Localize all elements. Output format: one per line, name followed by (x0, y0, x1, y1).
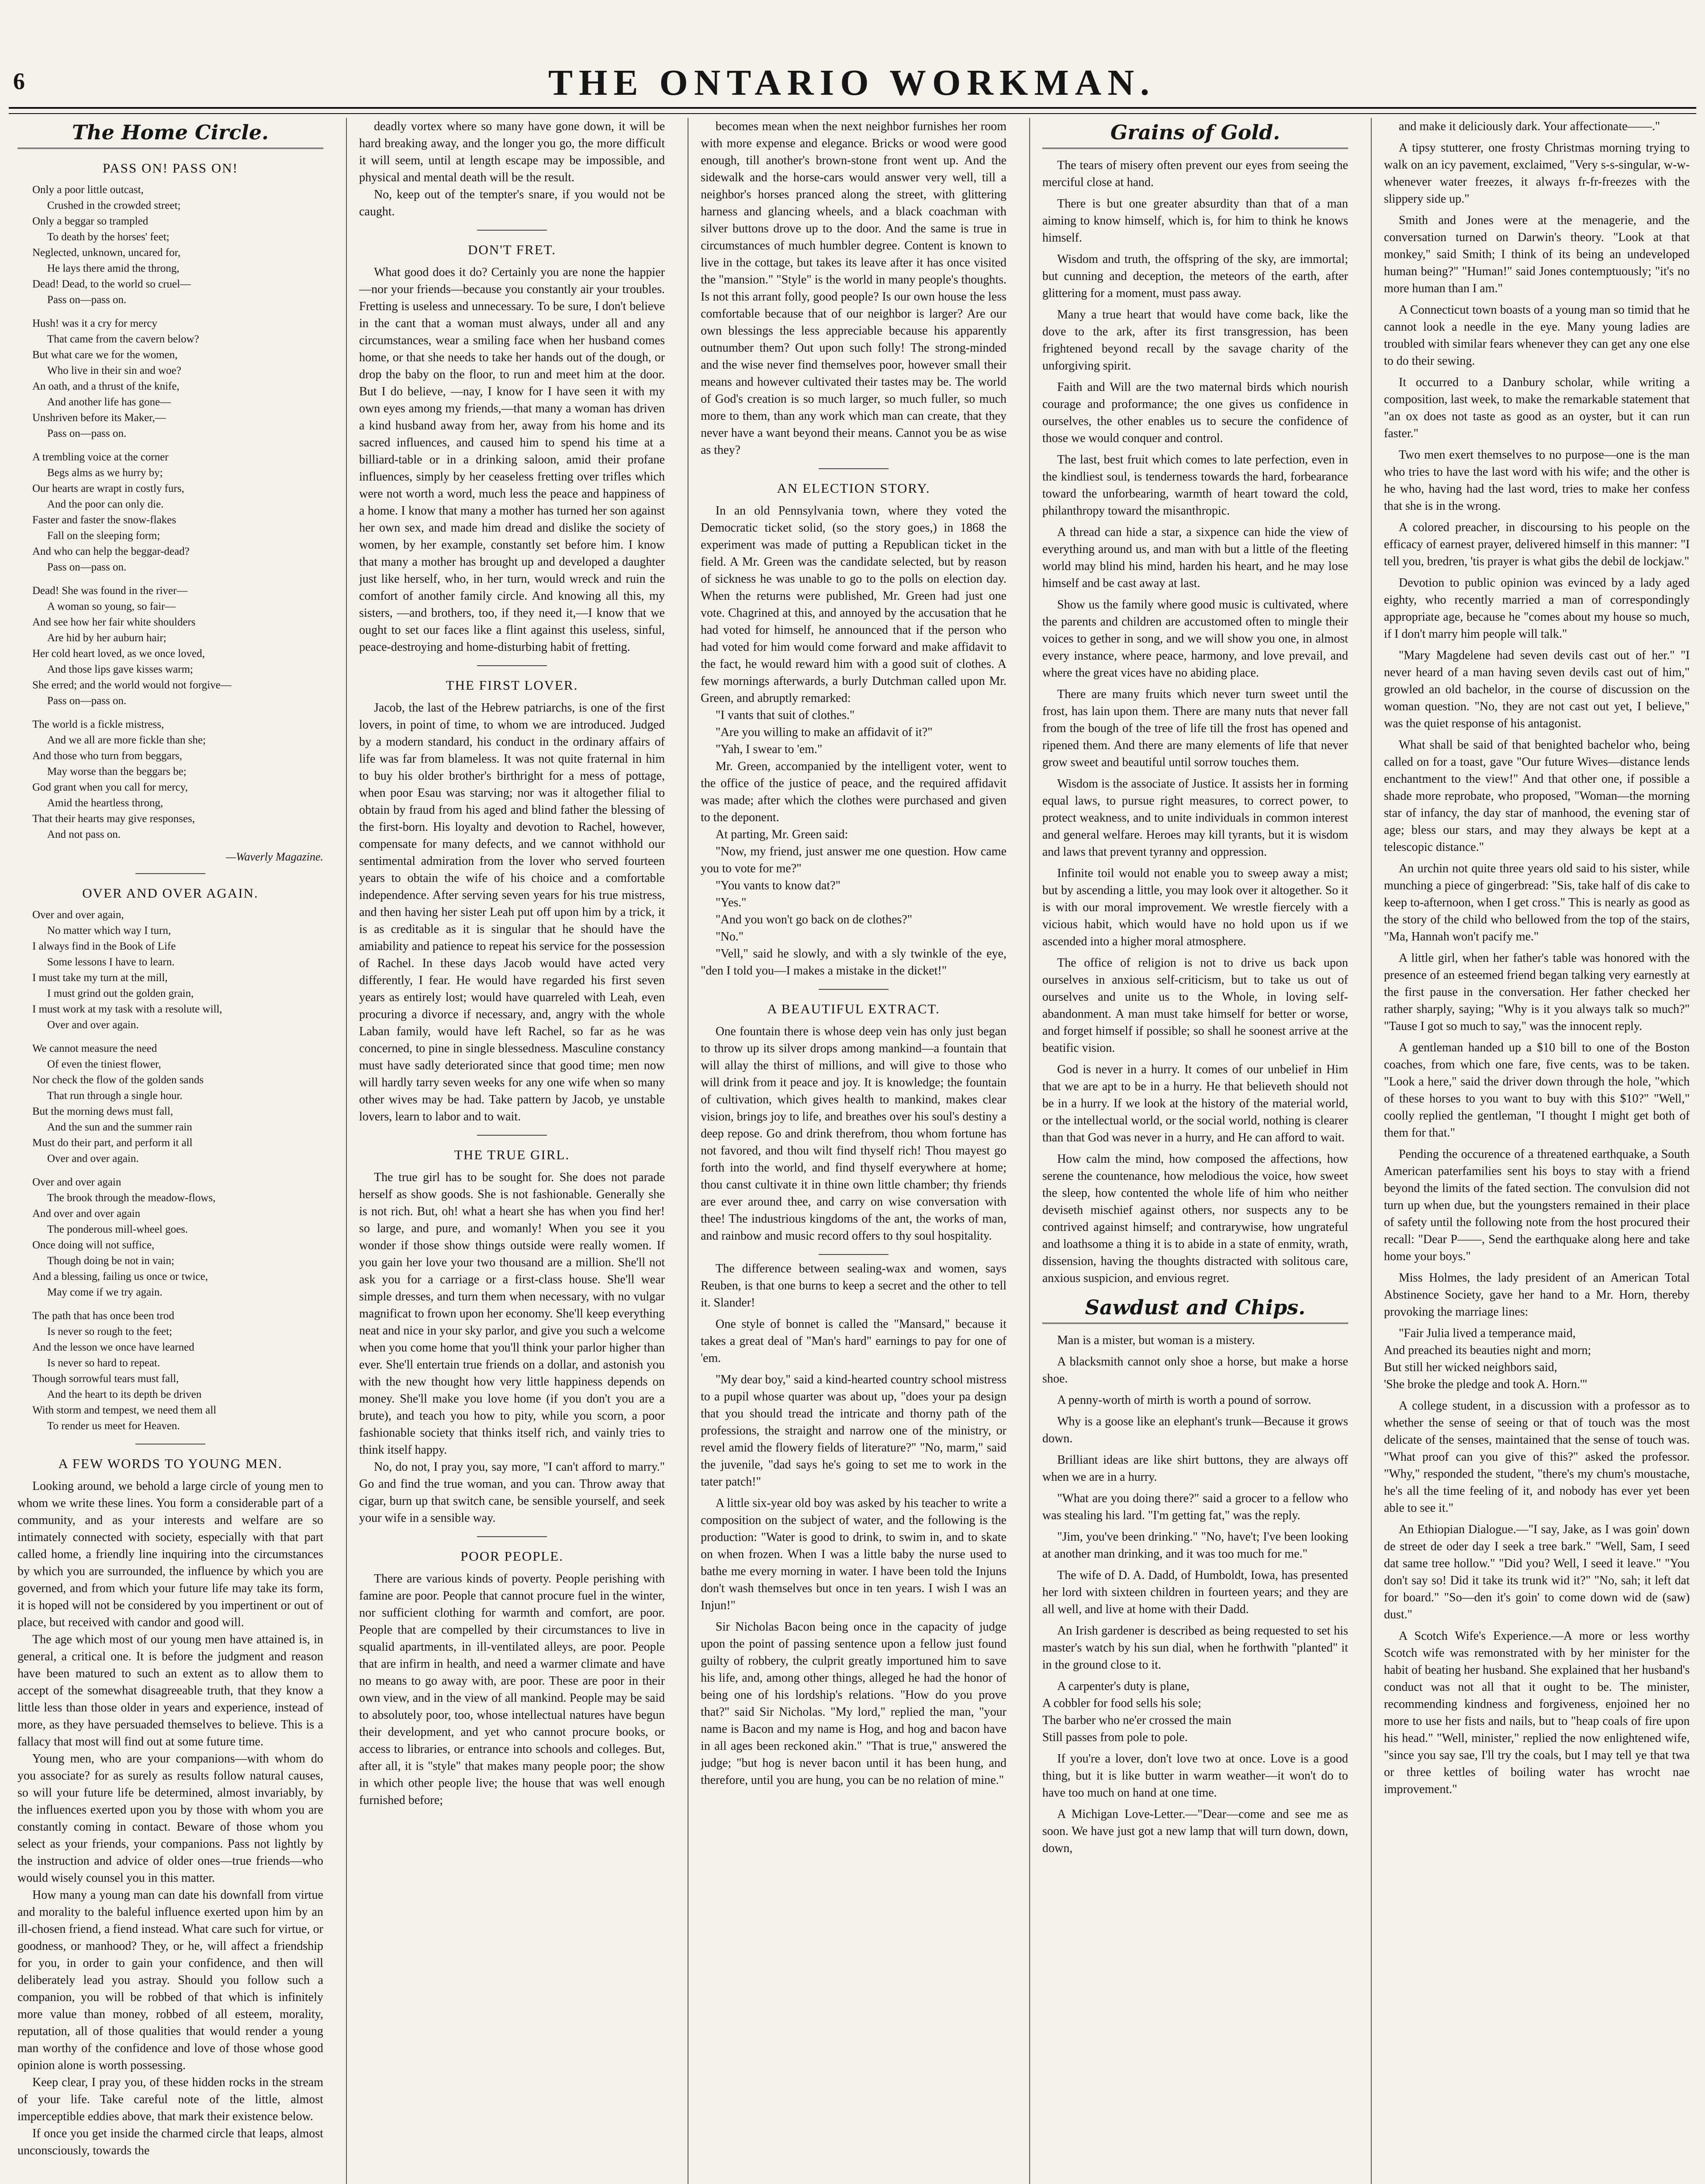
poem-line: I must grind out the golden grain, (47, 988, 194, 999)
paragraph: If once you get inside the charmed circle that leaps, almost unconsciously, towards the (17, 2127, 323, 2157)
paragraph-item: Many a true heart that would have come back, like the dove to the ark, after its first transgression, has been frightened beyond recall by the savage charity of the unforgiving spirit. (1042, 308, 1348, 373)
poem-line: The world is a fickle mistress, (32, 719, 164, 730)
sawdust-chips-header: Sawdust and Chips. (1042, 1296, 1348, 1324)
poem-line: Are hid by her auburn hair; (47, 632, 166, 644)
poem-line: Dead! Dead, to the world so cruel— (32, 278, 191, 290)
article-body (359, 699, 665, 1125)
paragraph-item: A little girl, when her father's table was honored with the presence of an esteemed friend began talking very earnestly at the first pause in the conversation. Her father checked her rather sharply, saying; "Why is it you always talk so much?" "Tause I got so much to say," was the innocent reply. (1384, 951, 1690, 1033)
section-rule (477, 1135, 547, 1136)
home-circle-header: The Home Circle. (17, 121, 323, 149)
paragraph-item: Infinite toil would not enable you to sweep away a mist; but by ascending a little, you may look over it altogether. So it is with our moral improvement. We wrestle fiercely with a vicious habit, which would have no hold upon us if we ascended into a higher moral atmosphere. (1042, 867, 1348, 948)
poem-line: Fall on the sleeping form; (47, 530, 160, 542)
poem-line: Though sorrowful tears must fall, (32, 1373, 179, 1385)
paragraph-item: How calm the mind, how composed the affections, how serene the countenance, how melodious the voice, how sweet the sleep, how contented the whole life of him who neither deviseth mischief against others, nor suspects any to be contrived against himself; and contrarywise, how ungrateful and loathsome a thing it is to abide in a state of enmity, wrath, dissension, having the thoughts distracted with solitous care, anxious suspicion, and envious regret. (1042, 1152, 1348, 1285)
poem-stanza (32, 316, 323, 442)
poem-pass-on (32, 182, 323, 843)
poem-attribution: —Waverly Magazine. (226, 850, 323, 863)
poem-line: Must do their part, and perform it all (32, 1137, 193, 1149)
poem-line: That came from the cavern below? (47, 333, 199, 345)
poem-line: Pass on—pass on. (47, 695, 127, 707)
poem-line: Pass on—pass on. (47, 428, 127, 439)
poem-line: Over and over again. (47, 1153, 139, 1165)
poem-line: She erred; and the world would not forgive— (32, 679, 232, 691)
paragraph-item: It occurred to a Danbury scholar, while writing a composition, last week, to make the remarkable statement that "an ox does not taste as good as an oyster, but it can run faster." (1384, 376, 1690, 440)
paragraph: "No." (716, 930, 744, 943)
paragraph-item: God is never in a hurry. It comes of our unbelief in Him that we are apt to be in a hurry. He that believeth should not be in a hurry. If we look at the history of the material world, or the intellectual world, or the social world, nothing is clearer than that God was never in a hurry, and He can afford to wait. (1042, 1063, 1348, 1144)
paragraph-item: An urchin not quite three years old said to his sister, while munching a piece of gingerbread: "Sis, take half of dis cake to keep to-afternoon, when I get cross." This is nearly as good as the story of the child who bellowed from the top of the stairs, "Ma, Hannah won't pacify me." (1384, 862, 1690, 943)
section-rule (477, 230, 547, 231)
poem-line: The path that has once been trod (32, 1310, 174, 1322)
poem-line: Over and over again. (47, 1019, 139, 1031)
paragraph: deadly vortex where so many have gone down, it will be hard breaking away, and the longer you go, the more difficult it will seem, until at length escape may be impossible, and physical and mental death will be the result. (359, 120, 665, 184)
paragraph: No, keep out of the tempter's snare, if you would not be caught. (359, 188, 665, 218)
paragraph-item: A Scotch Wife's Experience.—A more or less worthy Scotch wife was remonstrated with by her minister for the habit of beating her husband. She explained that her husband's conduct was not all that it ought to be. The minister, recommending kindness and forgiveness, enjoined her no more to use her fists and nails, but to "heap coals of fire upon his head." "Well, minister," replied the now enlightened wife, "since you say sae, I'll try the coals, but I may tell ye that twa or three kettles of boiling water has wrocht nae improvement." (1384, 1629, 1690, 1796)
poem-line: And not pass on. (47, 829, 121, 840)
paragraph-item: A Connecticut town boasts of a young man so timid that he cannot look a needle in the eye. Many young ladies are troubled with similar fears whenever they can get any one else to do their sewing. (1384, 303, 1690, 368)
paragraph-item: A little six-year old boy was asked by his teacher to write a composition on the subject of water, and the following is the production: "Water is good to drink, to swim in, and to skate on when frozen. When I was a little baby the nurse used to bathe me every morning in water. I have been told the Injuns don't wash themselves but once in ten years. I wish I was an Injun!" (701, 1496, 1006, 1612)
paragraph-item: If you're a lover, don't love two at once. Love is a good thing, but it is like butter in warm weather—it won't do to have too much on hand at one time. (1042, 1752, 1348, 1800)
paragraph-item: Wisdom is the associate of Justice. It assists her in forming equal laws, to pursue right measures, to correct power, to protect weakness, and to unite individuals in common interest and general welfare. Heroes may kill tyrants, but it is wisdom and laws that prevent tyranny and oppression. (1042, 777, 1348, 859)
poem-line: Pass on—pass on. (47, 294, 127, 306)
column-2 (359, 118, 665, 2184)
article-title: THE FIRST LOVER. (446, 677, 578, 693)
poem-line: And the poor can only die. (47, 498, 164, 510)
paragraph-item: "Fair Julia lived a temperance maid, And preached its beauties night and morn; But still her wicked neighbors said, 'She broke the pledge and took A. Horn.'" (1384, 1327, 1591, 1391)
poem-line: Her cold heart loved, as we once loved, (32, 648, 205, 660)
poem-line: An oath, and a thrust of the knife, (32, 380, 180, 392)
paragraph-item: What shall be said of that benighted bachelor who, being called on for a toast, gave "Our future Wives—distance lends enchantment to the view!" And that other one, if possible a shade more reprobate, who proposed, "Woman—the morning star of infancy, the day star of manhood, the evening star of age; bless our stars, and may they always be kept at a telescopic distance." (1384, 738, 1690, 854)
poem-line: To death by the horses' feet; (47, 231, 169, 243)
paragraph: Jacob, the last of the Hebrew patriarchs, is one of the first lovers, in point of time, to whom we are introduced. Judged by a modern standard, his conduct in the ordinary affairs of life was far from blameless. It was not quite fraternal in him to buy his older brother's birthright for a mess of pottage, when poor Esau was starving; nor was it altogether filial to obtain by fraud from his aged and blind father the blessing of the first-born. His loyalty and devotion to Rachel, however, compensate for many defects, and we cannot withhold our sentimental admiration from the lover who served fourteen years to obtain the wife of his choice and a comfortable independence. After serving seven years for his true mistress, and then having her sister Leah put off upon him by a trick, it is as creditable as it is singular that he should have the amiability and patience to repeat his service for the possession of Rachel. In these days Jacob would have acted very differently, I fear. He would have regarded his first seven years as entirely lost; would have quarreled with Leah, even procuring a divorce if necessary, and, angry with the whole Laban family, would have left Rachel, so far as he was concerned, to pine in single blessedness. Masculine constancy must have sadly deteriorated since that good time; men now will hardly tarry seven weeks for any one wife when so many other wives may be had. Take pattern by Jacob, ye unstable lovers, learn to labor and to wait. (359, 701, 665, 1123)
article-body (701, 502, 1006, 979)
paragraph: "I vants that suit of clothes." (716, 708, 855, 722)
section-rule (477, 665, 547, 666)
section-rule (477, 1536, 547, 1537)
poem-stanza (32, 583, 323, 709)
paragraph: becomes mean when the next neighbor furnishes her room with more expense and elegance. Bricks or wood were good enough, till another's brown-stone front went up. And the sidewalk and the horse-cars would answer very well, till a neighbor's horses pranced along the street, with glittering harness and glancing wheels, and a black coachman with silver buttons drove up to the door. And the same is true in circumstances of much humbler degree. Content is known to live in the cottage, but takes its leave after it has once visited the "mansion." "Style" is the world in many people's thoughts. Is not this arrant folly, good people? Is our own house the less comfortable because that of our neighbor is larger? Are our own blessings the less appreciable because his apparently outnumber them? Out upon such folly! The strong-minded and the wise never find themselves poor, however small their means and however cultivated their tastes may be. The world of God's creation is so much larger, so much fuller, so much more to them, than any work which man can create, that they never have a want beyond their means. Cannot you be as wise as they? (701, 120, 1006, 457)
poem-line: May come if we try again. (47, 1286, 163, 1298)
poem-line: And another life has gone— (47, 396, 171, 408)
paragraph-item: and make it deliciously dark. Your affectionate——." (1399, 120, 1660, 133)
paragraph-item: The wife of D. A. Dadd, of Humboldt, Iowa, has presented her lord with sixteen children in fourteen years; and they are all well, and live at home with their Dadd. (1042, 1569, 1348, 1616)
paragraph-item: Two men exert themselves to no purpose—one is the man who tries to have the last word with his wife; and the other is he who, having had the last word, tries to make her confess that she is in the wrong. (1384, 448, 1690, 513)
poem-stanza (32, 449, 323, 575)
paragraph: At parting, Mr. Green said: (716, 828, 848, 841)
poem-line: Hush! was it a cry for mercy (32, 318, 158, 329)
paragraph-item: A carpenter's duty is plane, A cobbler for food sells his sole; The barber who ne'er crossed the main Still passes from pole to pole. (1042, 1679, 1231, 1744)
column-3 (701, 118, 1006, 2184)
poem-line: I must take my turn at the mill, (32, 972, 168, 984)
paragraph: "Yah, I swear to 'em." (716, 743, 823, 756)
paragraph: How many a young man can date his downfall from virtue and morality to the baleful influence exerted upon him by an ill-chosen friend, a fiend instead. What care such for virtue, or goodness, or manhood? They, or he, will affect a friendship for you, in order to gain your confidence, and then will deliberately lead you astray. Should you follow such a companion, you will be robbed of that which is infinitely more value than money, robbed of all esteem, morality, reputation, all of those qualities that would render a young man worthy of the confidence and love of those whose good opinion alone is worth possessing. (17, 1888, 323, 2072)
article-body (359, 1570, 665, 1809)
paragraph: Mr. Green, accompanied by the intelligent voter, went to the office of the justice of peace, and the required affidavit was made; after which the clothes were purchased and given to the deponent. (701, 760, 1006, 824)
article-title: AN ELECTION STORY. (777, 480, 930, 496)
column-divider (1371, 118, 1372, 2184)
poem-line: And who can help the beggar-dead? (32, 546, 190, 557)
poem-stanza (32, 1175, 323, 1300)
section-rule (819, 468, 889, 469)
poem-stanza (32, 1308, 323, 1434)
paragraph: Keep clear, I pray you, of these hidden rocks in the stream of your life. Take careful note of the little, almost imperceptible eddies above, that mark their existence below. (17, 2076, 323, 2123)
chips-continued (1384, 118, 1690, 1798)
paragraph-item: The tears of misery often prevent our eyes from seeing the merciful close at hand. (1042, 159, 1348, 189)
poem-line: Over and over again, (32, 909, 124, 921)
paragraph-item: A thread can hide a star, a sixpence can hide the view of everything around us, and man with but a little of the fleeting world may blind his mind, harden his heart, and he may lose himself and be cast away at last. (1042, 525, 1348, 590)
paragraph-item: A college student, in a discussion with a professor as to whether the sense of seeing or that of touch was the most delicate of the senses, maintained that the sense of touch was. "What proof can you give of this?" asked the professor. "Why," responded the student, "there's my chum's moustache, he's all the time feeling of it, and nobody has ever yet been able to see it." (1384, 1399, 1690, 1515)
poem-line: And over and over again (32, 1208, 141, 1220)
paragraph-item: A tipsy stutterer, one frosty Christmas morning trying to walk on an icy pavement, exclaimed, "Very s-s-singular, w-w-whenever water freezes, it always fr-fr-freezes with the slippery side up." (1384, 141, 1690, 206)
paragraph-item: Why is a goose like an elephant's trunk—Because it grows down. (1042, 1415, 1348, 1445)
paragraph-item: Miss Holmes, the lady president of an American Total Abstinence Society, gave her hand to a Mr. Horn, thereby provoking the marriage lines: (1384, 1271, 1690, 1319)
poem-line: God grant when you call for mercy, (32, 781, 188, 793)
paragraph: In an old Pennsylvania town, where they voted the Democratic ticket solid, (so the story goes,) in 1868 the experiment was made of putting a Republican ticket in the field. A Mr. Green was the candidate selected, but by reason of sickness he was unable to go to the polls on election day. When the returns were published, Mr. Green had just one vote. Chagrined at this, and annoyed by the accusation that he had voted for himself, he announced that if the person who had voted for him would come forward and make affidavit to the fact, he would reward him with a good suit of clothes. A few mornings afterwards, a burly Dutchman called upon Mr. Green, and abruptly remarked: (701, 504, 1006, 705)
paragraph-item: A colored preacher, in discoursing to his people on the efficacy of earnest prayer, delivered himself in this manner: "I tell you, bredren, 'tis prayer is what gibs the debil de lockjaw." (1384, 521, 1690, 568)
poem-line: Nor check the flow of the golden sands (32, 1074, 204, 1086)
paragraph-item: Show us the family where good music is cultivated, where the parents and children are accustomed often to mingle their voices to gether in song, and we will show you one, in almost every instance, where peace, harmony, and love prevail, and where the great vices have no abiding place. (1042, 598, 1348, 680)
columns (17, 118, 1691, 2184)
paragraph-item: An Ethiopian Dialogue.—"I say, Jake, as I was goin' down de street de oder day I seek a tree bark." "Well, Sam, I seed dat same tree hollow." "Did you? Well, I seed it leave." "You don't say so! Did it take its trunk wid it?" "No, sah; it left dat for board." "So—den it's goin' to come down wid de (saw) dust." (1384, 1523, 1690, 1621)
paragraph: The age which most of our young men have attained is, in general, a critical one. It is before the judgment and reason have been matured to such an extent as to allow them to accept of the somewhat disagreeable truth, that they know a little less than those older in years and experience, instead of more, as they have persuaded themselves to believe. This is a fallacy that most will find out at some future time. (17, 1633, 323, 1749)
poem-line: Is never so hard to repeat. (47, 1357, 160, 1369)
paragraph-item: Pending the occurence of a threatened earthquake, a South American paterfamilies sent his boys to stay with a friend beyond the limits of the fated section. The convulsion did not turn up when due, but the youngsters remained in their place of safety until the following note from the host procured their recall: "Dear P——, Send the earthquake along here and take home your boys." (1384, 1147, 1690, 1263)
paragraph-item: Man is a mister, but woman is a mistery. (1057, 1334, 1255, 1347)
poem-stanza (32, 182, 323, 308)
paragraph-item: One style of bonnet is called the "Mansard," because it takes a great deal of "Man's hard" earnings to pay for one of 'em. (701, 1317, 1006, 1365)
continued-text (359, 118, 665, 220)
paragraph-item: A penny-worth of mirth is worth a pound of sorrow. (1057, 1393, 1311, 1407)
poem-line: With storm and tempest, we need them all (32, 1404, 217, 1416)
misc-items (701, 1260, 1006, 1789)
poem-line: I always find in the Book of Life (32, 940, 176, 952)
poem-line: That run through a single hour. (47, 1090, 183, 1102)
poem-line: Only a poor little outcast, (32, 184, 144, 196)
poem-line: Some lessons I have to learn. (47, 956, 175, 968)
paragraph: "Are you willing to make an affidavit of it?" (716, 726, 933, 739)
poem-line: Our hearts are wrapt in costly furs, (32, 483, 184, 494)
poem-line: Amid the heartless throng, (47, 797, 163, 809)
poem-line: Faster and faster the snow-flakes (32, 514, 176, 526)
paragraph-item: A blacksmith cannot only shoe a horse, but make a horse shoe. (1042, 1355, 1348, 1386)
paragraph-item: Wisdom and truth, the offspring of the sky, are immortal; but cunning and deception, the meteors of the earth, after glittering for a moment, must pass away. (1042, 252, 1348, 300)
article-title: A BEAUTIFUL EXTRACT. (767, 1001, 940, 1016)
paragraph: There are various kinds of poverty. People perishing with famine are poor. People that cannot procure fuel in the winter, nor sufficient clothing for warmth and comfort, are poor. People that are compelled by their circumstances to live in squalid apartments, in ill-ventilated alleys, are poor. People that are infirm in health, and need a warmer climate and have no means to go away with, are poor. These are poor in their own view, and in the view of all mankind. People may be said to absolutely poor, too, whose intellectual natures have begun their development, and yet who cannot procure books, or access to libraries, or entrance into schools and colleges. But, after all, it is "style" that makes many people poor; the show in which other people live; the house that was well enough furnished before; (359, 1572, 665, 1807)
paragraph: Looking around, we behold a large circle of young men to whom we write these lines. You form a considerable part of a community, and as your interests and welfare are so intimately connected with society, especially with that part called home, a friendly line inquiring into the circumstances by which you are surrounded, the influence by which you are governed, and from which your future life may take its form, it is hoped will not be considered by you impertinent or out of place, but received with candor and good will. (17, 1479, 323, 1629)
paragraph-item: Devotion to public opinion was evinced by a lady aged eighty, who recently married a man of correspondingly appropriate age, because he "comes about my house so much, if I don't marry him people will talk." (1384, 576, 1690, 641)
poem-over-and-over (32, 907, 323, 1434)
poem-stanza (32, 1041, 323, 1167)
poem-line: Once doing will not suffice, (32, 1239, 155, 1251)
poem-line: A woman so young, so fair— (47, 601, 176, 612)
poem-line: And the sun and the summer rain (47, 1121, 192, 1133)
poem-line: A trembling voice at the corner (32, 451, 169, 463)
paragraph-item: A Michigan Love-Letter.—"Dear—come and see me as soon. We have just got a new lamp that will turn down, down, down, (1042, 1807, 1348, 1855)
poem-line: Who live in their sin and woe? (47, 365, 181, 377)
poem-line: Over and over again (32, 1176, 121, 1188)
poem-line: And the lesson we once have learned (32, 1341, 194, 1353)
page-number: 6 (13, 68, 25, 94)
article-body (359, 1169, 665, 1527)
continued-text (701, 118, 1006, 459)
poem-line: Though doing be not in vain; (47, 1255, 174, 1267)
paragraph-item: The difference between sealing-wax and women, says Reuben, is that one burns to keep a secret and the other to tell it. Slander! (701, 1262, 1006, 1310)
paragraph: "You vants to know dat?" (716, 879, 841, 892)
masthead (9, 62, 1695, 103)
poem-line: That their hearts may give responses, (32, 813, 195, 825)
section-rule (819, 989, 889, 990)
poem-line: Is never so rough to the feet; (47, 1326, 173, 1337)
poem-line: We cannot measure the need (32, 1043, 157, 1054)
paragraph: What good does it do? Certainly you are none the happier—nor your friends—because you constantly air your troubles. Fretting is useless and unnecessary. To be sure, I don't believe in the cant that a woman must always, under all and any circumstances, wear a smiling face when her husband comes home, or that she needs to take her hands out of the dough, or drop the baby on the floor, to run and meet him at the door. But I do believe, —nay, I know for I have seen it with my own eyes among my friends,—that many a woman has driven a kind husband away from her, away from his home and its sacred influences, and caused him to spend his time at a billiard-table or in a drinking saloon, amid their profane influences, simply by her ceaseless fretting over trifles which were not worth a word, much less the peace and happiness of a home. I know that many a mother has turned her son against her own sex, and made him dread and dislike the society of women, by her example, constantly set before him. I know that many a mother has brought up and developed a daughter just like herself, who, in her turn, would wreck and ruin the comfort of another family circle. And knowing all this, my sisters, —and brothers, too, if they need it,—I know that we ought to set our faces like a flint against this useless, sinful, peace-destroying and home-disturbing habit of fretting. (359, 266, 665, 654)
chips-items (1042, 1332, 1348, 1857)
paragraph-item: There are many fruits which never turn sweet until the frost, has lain upon them. There are many nuts that never fall from the bough of the tree of life till the frost has opened and ripened them. And there are many elements of life that never grow sweet and beautiful until sorrow touches them. (1042, 688, 1348, 769)
paragraph: No, do not, I pray you, say more, "I can't afford to marry." Go and find the true woman, and you can. Throw away that cigar, burn up that switch cane, be sensible yourself, and seek your wife in a sensible way. (359, 1460, 665, 1525)
poem-line: The brook through the meadow-flows, (47, 1192, 216, 1204)
column-1 (17, 118, 323, 2184)
paragraph-item: "Jim, you've been drinking." "No, have't; I've been looking at another man drinking, and it was too much for me." (1042, 1530, 1348, 1561)
paragraph-item: "What are you doing there?" said a grocer to a fellow who was stealing his lard. "I'm getting fat," was the reply. (1042, 1492, 1348, 1522)
poem-line: To render us meet for Heaven. (47, 1420, 180, 1432)
poem-line: He lays there amid the throng, (47, 263, 180, 274)
paragraph-item: Brilliant ideas are like shirt buttons, they are always off when we are in a hurry. (1042, 1453, 1348, 1484)
newspaper-title: THE ONTARIO WORKMAN. (548, 62, 1155, 103)
paragraph: "Yes." (716, 896, 747, 909)
paragraph-item: The last, best fruit which comes to late perfection, even in the kindliest soul, is tenderness towards the hard, forbearance toward the unforbearing, warmth of heart toward the cold, philanthropy toward the misanthropic. (1042, 453, 1348, 518)
paragraph-item: Smith and Jones were at the menagerie, and the conversation turned on Darwin's theory. "Look at that monkey," said Smith; I think of its being an undeveloped human being?" "Human!" said Jones contemptuously; "it's no more human than I am." (1384, 214, 1690, 295)
grains-of-gold-header: Grains of Gold. (1042, 121, 1348, 149)
poem-line: May worse than the beggars be; (47, 766, 187, 778)
poem-line: Pass on—pass on. (47, 561, 127, 573)
paragraph: One fountain there is whose deep vein has only just began to throw up its silver drops among mankind—a fountain that will allay the thirst of millions, and will give to those who will drink from it peace and joy. It is knowledge; the fountain of cultivation, which gives health to mankind, makes clear vision, brings joy to life, and breathes over his soul's destiny a deep repose. Go and drink therefrom, thou whom fortune has not favored, and thou wilt find thyself rich! Thou mayest go forth into the world, and find thyself everywhere at home; thou canst cultivate it in thine own little chamber; thy friends are ever around thee, and carry on wise conversation with thee! The industrious kingdoms of the ant, the works of man, and rainbow and music record offers to thy soul hospitality. (701, 1025, 1006, 1243)
poem-line: Begs alms as we hurry by; (47, 467, 163, 479)
article-body (701, 1023, 1006, 1244)
poem-line: But what care we for the women, (32, 349, 178, 361)
paragraph-item: There is but one greater absurdity than that of a man aiming to know himself, which is, for him to think he knows himself. (1042, 197, 1348, 245)
article-body (359, 264, 665, 656)
paragraph-item: An Irish gardener is described as being requested to set his master's watch by his sun dial, when he forthwith "planted" it in the ground close to it. (1042, 1624, 1348, 1672)
poem-stanza (32, 717, 323, 843)
paragraph: "Vell," said he slowly, and with a sly twinkle of the eye, "den I told you—I makes a mistake in the dicket!" (701, 947, 1006, 978)
paragraph-item: Sir Nicholas Bacon being once in the capacity of judge upon the point of passing sentence upon a fellow just found guilty of robbery, the culprit greatly importuned him to save his life, and, among other things, alleged he had the honor of being one of his lordship's relations. "How do you prove that?" said Sir Nicholas. "My lord," replied the man, "your name is Bacon and my name is Hog, and hog and bacon have in all ages been reckoned akin." "That is true," answered the judge; "but hog is never bacon until it has been hung, and therefore, until you are hung, you can be no relation of mine." (701, 1620, 1006, 1787)
paragraph: "And you won't go back on de clothes?" (716, 913, 913, 926)
paragraph-item: "My dear boy," said a kind-hearted country school mistress to a pupil whose quarter was about up, "does your pa design that you should tread the intricate and thorny path of the professions, the straight and narrow one of the ministry, or revel amid the flowery fields of literature?" "No, marm," said the juvenile, "dad says he's going to set me to work in the tater patch!" (701, 1373, 1006, 1489)
article-title: POOR PEOPLE. (460, 1548, 564, 1564)
poem-line: No matter which way I turn, (47, 925, 171, 936)
poem-line: Neglected, unknown, uncared for, (32, 247, 181, 259)
poem-line: Crushed in the crowded street; (47, 200, 181, 211)
poem-title: PASS ON! PASS ON! (103, 160, 238, 176)
article-title: DON'T FRET. (467, 242, 557, 257)
poem-line: Only a beggar so trampled (32, 215, 149, 227)
poem-line: And see how her fair white shoulders (32, 616, 196, 628)
paragraph-item: Faith and Will are the two maternal birds which nourish courage and proformance; the one gives us confidence in ourselves, the other enables us to secure the confidence of those we would conquer and control. (1042, 380, 1348, 445)
poem-line: And a blessing, failing us once or twice, (32, 1271, 208, 1282)
poem-line: But the morning dews must fall, (32, 1106, 173, 1117)
poem-line: I must work at my task with a resolute will, (32, 1003, 222, 1015)
paragraph: "Now, my friend, just answer me one question. How came you to vote for me?" (701, 845, 1006, 875)
section-rule (135, 873, 205, 874)
poem-line: And we all are more fickle than she; (47, 734, 206, 746)
paragraph: The true girl has to be sought for. She does not parade herself as show goods. She is not fashionable. Generally she is not rich. But, oh! what a heart she has when you find her! so large, and pure, and womanly! When you see it you wonder if those show things outside were really women. If you gain her love your two thousand are a million. She'll not ask you for a carriage or a first-class house. She'll wear simple dresses, and turn them when necessary, with no vulgar magnificat to frown upon her economy. She'll keep everything neat and nice in your sky parlor, and give you such a welcome when you come home that you'll think your parlor higher than ever. She'll entertain true friends on a dollar, and astonish you with the new thought how very little happiness depends on money. She'll make you love home (if you don't you are a brute), and teach you how to pity, while you scorn, a poor fashionable society that thinks itself rich, and vainly tries to think itself happy. (359, 1171, 665, 1457)
poem-stanza (32, 907, 323, 1033)
poem-line: Of even the tiniest flower, (47, 1058, 161, 1070)
grains-items (1042, 157, 1348, 1287)
masthead-rule (9, 107, 1696, 114)
column-4 (1042, 118, 1348, 2184)
poem-line: Unshriven before its Maker,— (32, 412, 166, 424)
poem-line: Dead! She was found in the river— (32, 585, 188, 597)
article-title: THE TRUE GIRL. (454, 1147, 570, 1162)
column-divider (346, 118, 347, 2184)
article-body (17, 1478, 323, 2159)
poem-line: And those lips gave kisses warm; (47, 663, 193, 675)
column-divider (1029, 118, 1030, 2184)
article-title: A FEW WORDS TO YOUNG MEN. (58, 1456, 283, 1471)
paragraph: Young men, who are your companions—with whom do you associate? for as surely as results follow natural causes, so will your future life be determined, almost invariably, by the influences exerted upon you by those with whom you are constantly coming in contact. Beware of those whom you select as your friends, your companions. Pass not lightly by the instruction and advice of older ones—true friends—who would wisely counsel you in this matter. (17, 1752, 323, 1885)
paragraph-item: "Mary Magdelene had seven devils cast out of her." "I never heard of a man having seven devils cast out of him," growled an old bachelor, in the course of discussion on the woman question. "No, they are not cast out yet, I believe," was the quiet response of his antagonist. (1384, 649, 1690, 730)
paragraph-item: The office of religion is not to drive us back upon ourselves in anxious self-criticism, but to take us out of ourselves and unite us to the Whole, in loving self-abandonment. A man must take himself for better or worse, and forget himself if possible; so shall he soonest arrive at the beatific vision. (1042, 956, 1348, 1055)
column-5 (1384, 118, 1690, 2184)
poem-line: And those who turn from beggars, (32, 750, 182, 762)
poem-line: And the heart to its depth be driven (47, 1389, 202, 1400)
poem-line: The ponderous mill-wheel goes. (47, 1223, 188, 1235)
paragraph-item: A gentleman handed up a $10 bill to one of the Boston coaches, from which one fare, five cents, was to be taken. "Look a here," said the driver down through the hole, "which of these horses to you want to buy with this $10?" "Well," coolly replied the gentleman, "I thought I might get both of them for that." (1384, 1041, 1690, 1140)
poem-title: OVER AND OVER AGAIN. (82, 885, 259, 901)
